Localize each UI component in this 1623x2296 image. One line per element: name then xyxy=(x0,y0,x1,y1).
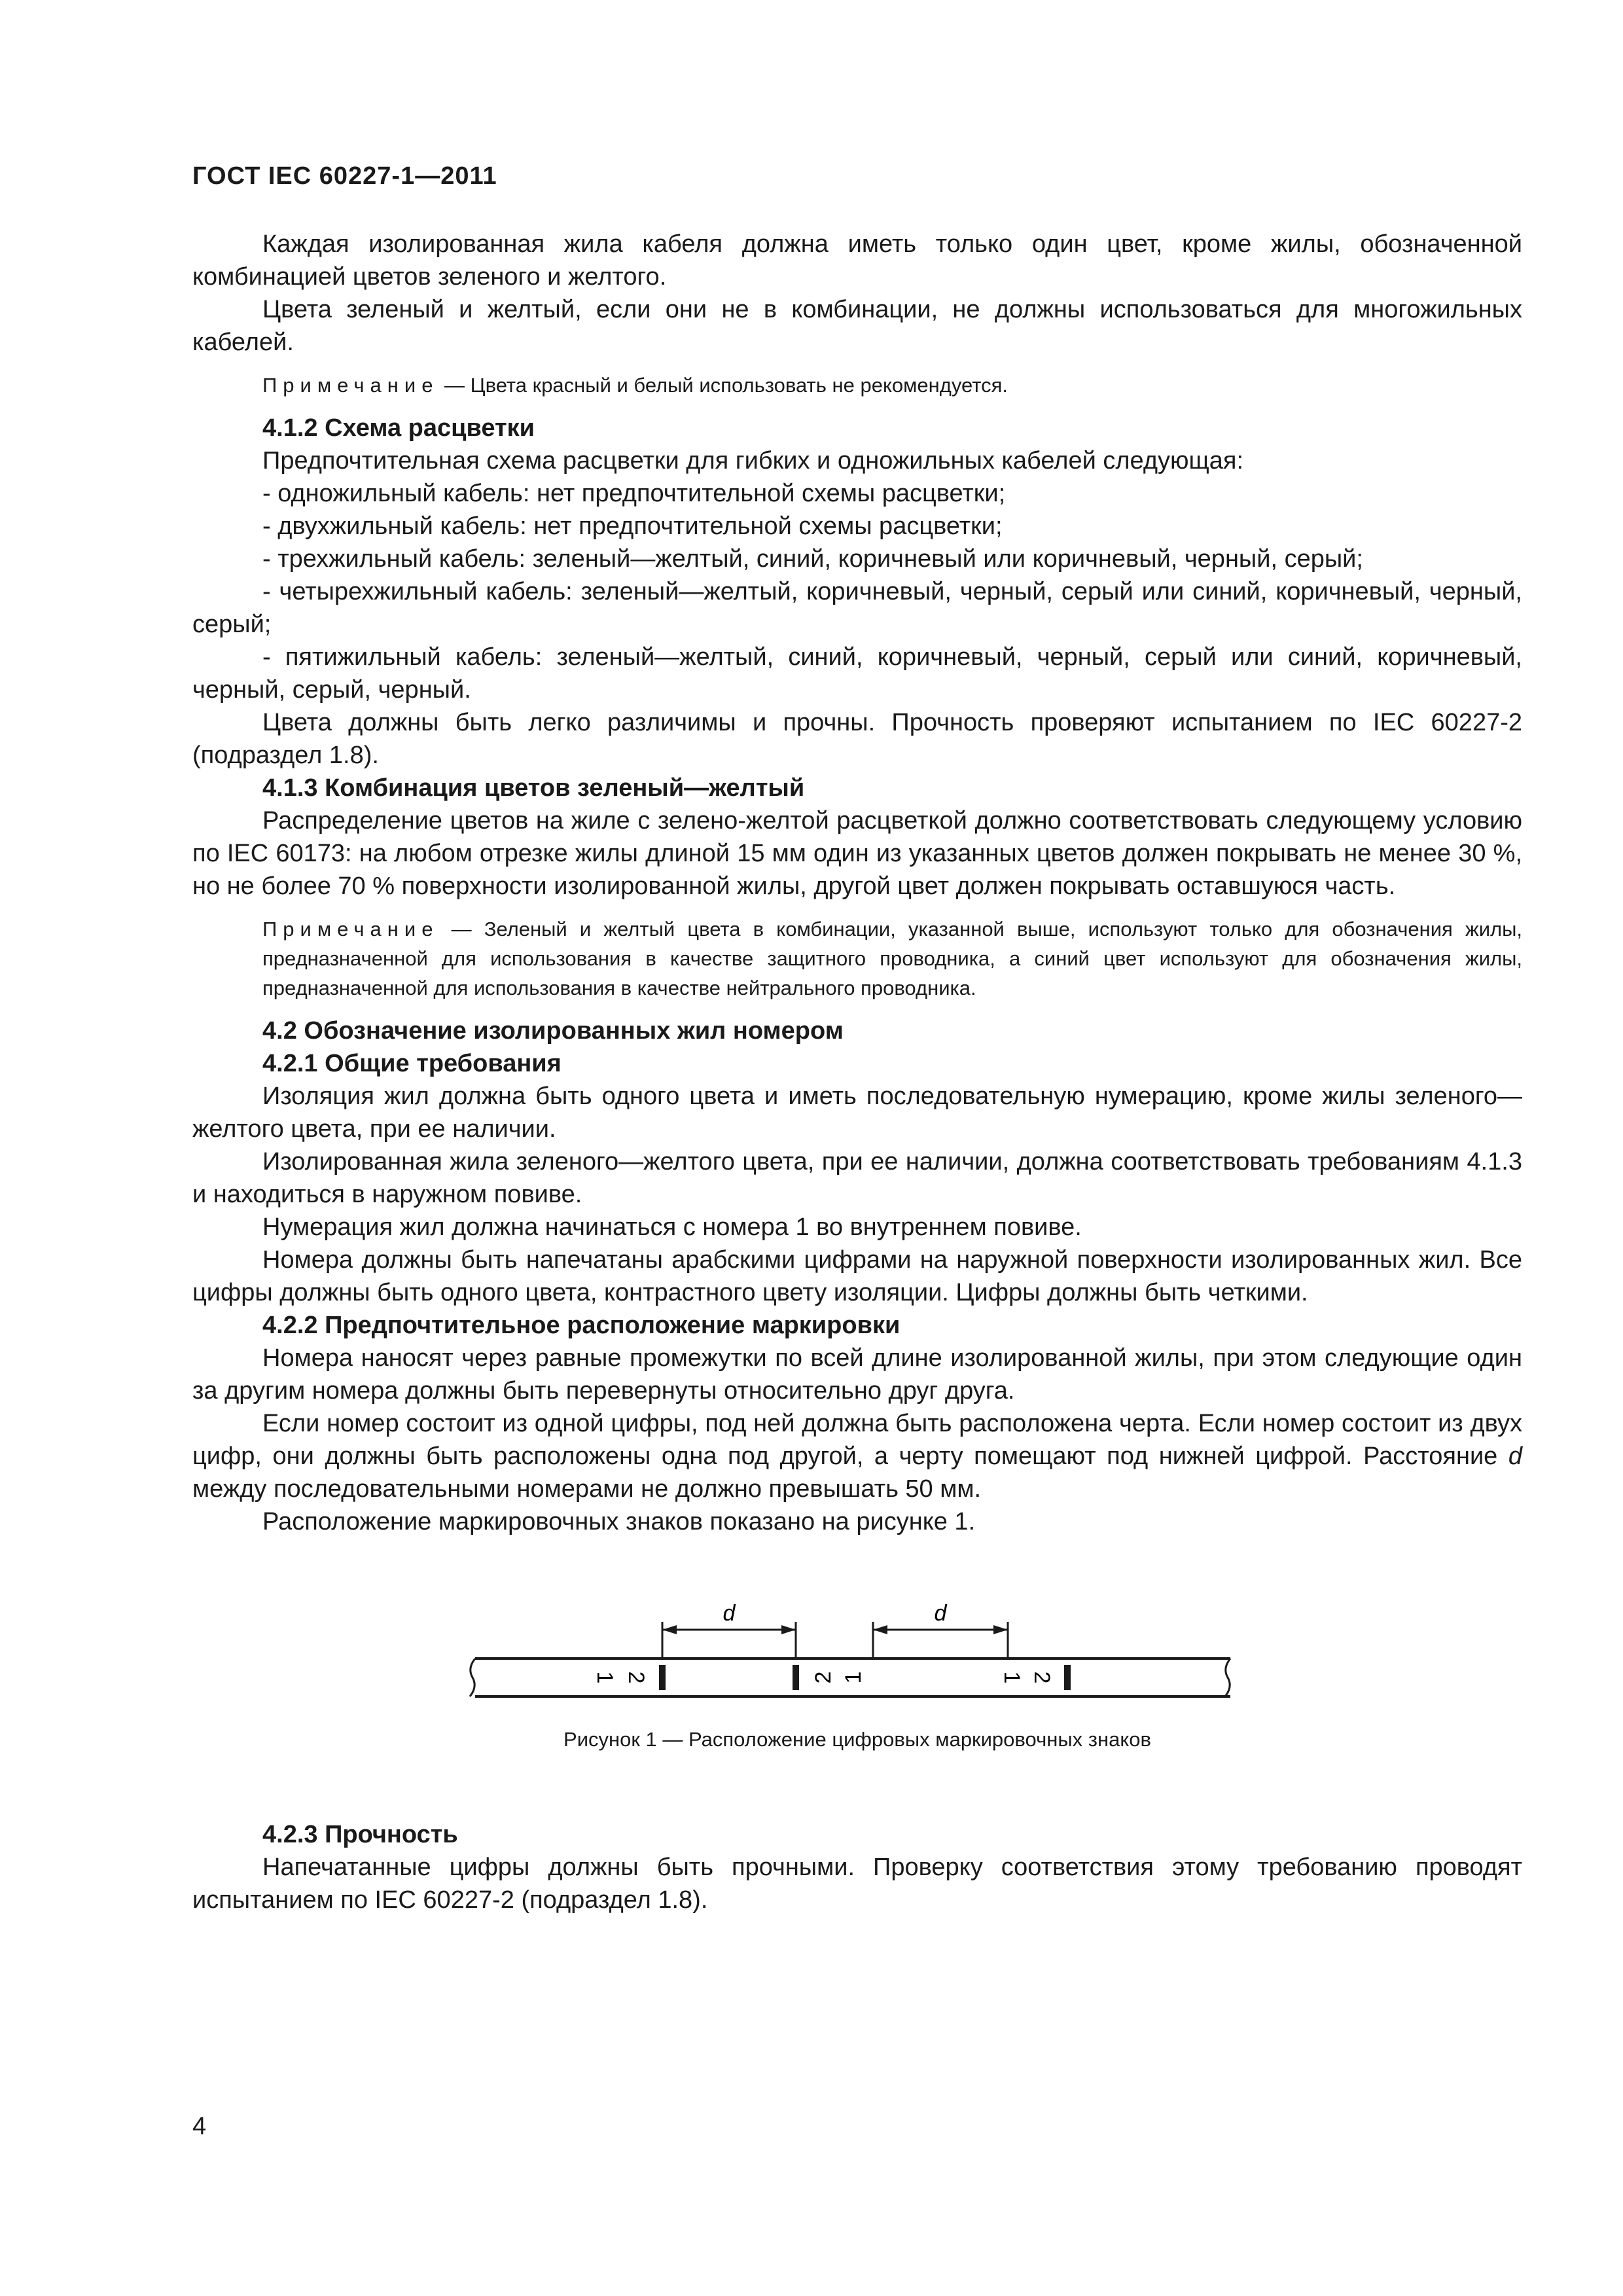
figure-1 xyxy=(192,1596,1522,1753)
marking-digit: 1 xyxy=(999,1671,1025,1684)
dim-arrow xyxy=(781,1625,796,1634)
marking-bar xyxy=(659,1665,666,1690)
list-item: - двухжильный кабель: нет предпочтительной схемы расцветки; xyxy=(262,512,1003,540)
paragraph: Нумерация жил должна начинаться с номера 1 во внутреннем повиве. xyxy=(262,1213,1082,1241)
paragraph: Изолированная жила зеленого—желтого цвета, при ее наличии, должна соответствовать требованиям 4.1.3 и находиться в наружном повиве. xyxy=(192,1148,1522,1208)
marking-bar xyxy=(1064,1665,1071,1690)
marking-digit: 1 xyxy=(592,1671,618,1684)
marking-digit: 2 xyxy=(624,1671,649,1684)
paragraph: Номера должны быть напечатаны арабскими цифрами на наружной поверхности изолированных жил. Все цифры должны быть одного цвета, контрастного цвету изоляции. Цифры должны быть четкими. xyxy=(192,1246,1522,1306)
marking-bar xyxy=(793,1665,799,1690)
list-item: - трехжильный кабель: зеленый—желтый, синий, коричневый или коричневый, черный, серый; xyxy=(262,545,1363,573)
dim-arrow xyxy=(993,1625,1008,1634)
page-number: 4 xyxy=(192,2113,207,2140)
note-text: — Зеленый и желтый цвета в комбинации, указанной выше, используют только для обозначения жилы, предназначенной для использования в качестве защитного проводника, а синий цвет используют для обозначения жилы, предназначенной для использования в качестве нейтрального проводника. xyxy=(262,918,1522,999)
document-header: ГОСТ IEC 60227-1—2011 xyxy=(192,162,497,190)
variable-d: d xyxy=(1508,1443,1522,1470)
dim-arrow xyxy=(873,1625,887,1634)
list-item: - пятижильный кабель: зеленый—желтый, синий, коричневый, черный, серый или синий, коричневый, черный, серый, черный. xyxy=(192,643,1522,704)
section-heading: 4.1.2 Схема расцветки xyxy=(262,414,535,442)
note-text: — Цвета красный и белый использовать не рекомендуется. xyxy=(438,374,1008,397)
marking-digit: 2 xyxy=(810,1671,836,1684)
note-label: Примечание xyxy=(262,374,439,397)
section-heading: 4.2 Обозначение изолированных жил номером xyxy=(262,1017,844,1045)
dim-label-d: d xyxy=(934,1601,947,1626)
note-label: Примечание xyxy=(262,918,439,941)
cable-left-break xyxy=(470,1659,475,1696)
list-item: - четырехжильный кабель: зеленый—желтый, коричневый, черный, серый или синий, коричневый, черный, серый; xyxy=(192,578,1522,638)
paragraph: Каждая изолированная жила кабеля должна иметь только один цвет, кроме жилы, обозначенной комбинацией цветов зеленого и желтого. xyxy=(192,230,1522,291)
marking-digit: 1 xyxy=(840,1671,866,1684)
paragraph: Предпочтительная схема расцветки для гибких и одножильных кабелей следующая: xyxy=(262,447,1244,475)
paragraph: Напечатанные цифры должны быть прочными. Проверку соответствия этому требованию проводят испытанием по IEC 60227-2 (подраздел 1.8). xyxy=(192,1854,1522,1914)
section-heading: 4.1.3 Комбинация цветов зеленый—желтый xyxy=(262,774,805,802)
cable-marking-diagram xyxy=(192,1596,1522,1707)
paragraph: Изоляция жил должна быть одного цвета и иметь последовательную нумерацию, кроме жилы зеленого—желтого цвета, при ее наличии. xyxy=(192,1083,1522,1143)
figure-caption: Рисунок 1 — Расположение цифровых маркировочных знаков xyxy=(563,1728,1151,1751)
paragraph: Расположение маркировочных знаков показано на рисунке 1. xyxy=(262,1508,976,1535)
section-heading: 4.2.1 Общие требования xyxy=(262,1050,562,1077)
paragraph: Цвета зеленый и желтый, если они не в комбинации, не должны использоваться для многожильных кабелей. xyxy=(192,296,1522,356)
paragraph: Цвета должны быть легко различимы и прочны. Прочность проверяют испытанием по IEC 60227-2 (подраздел 1.8). xyxy=(192,709,1522,769)
text-run: между последовательными номерами не должно превышать 50 мм. xyxy=(192,1475,982,1503)
section-heading: 4.2.2 Предпочтительное расположение маркировки xyxy=(262,1312,901,1339)
cable-right-break xyxy=(1225,1659,1230,1696)
dim-label-d: d xyxy=(722,1601,736,1626)
paragraph: Номера наносят через равные промежутки по всей длине изолированной жилы, при этом следующие один за другим номера должны быть перевернуты относительно друг друга. xyxy=(192,1344,1522,1405)
note xyxy=(192,370,1522,400)
list-item: - одножильный кабель: нет предпочтительной схемы расцветки; xyxy=(262,480,1006,507)
document-body xyxy=(192,228,1522,1916)
text-run: Если номер состоит из одной цифры, под ней должна быть расположена черта. Если номер состоит из двух цифр, они должны быть расположены одна под другой, а черту помещают под нижней цифрой. Расстояние xyxy=(192,1410,1522,1470)
dim-arrow xyxy=(662,1625,677,1634)
paragraph xyxy=(192,1407,1522,1505)
paragraph: Распределение цветов на жиле с зелено-желтой расцветкой должно соответствовать следующему условию по IEC 60173: на любом отрезке жилы длиной 15 мм один из указанных цветов должен покрывать не менее 30 %, но не более 70 % поверхности изолированной жилы, другой цвет должен покрывать оставшуюся часть. xyxy=(192,807,1522,900)
marking-digit: 2 xyxy=(1029,1671,1055,1684)
note xyxy=(192,914,1522,1003)
section-heading: 4.2.3 Прочность xyxy=(262,1821,458,1848)
